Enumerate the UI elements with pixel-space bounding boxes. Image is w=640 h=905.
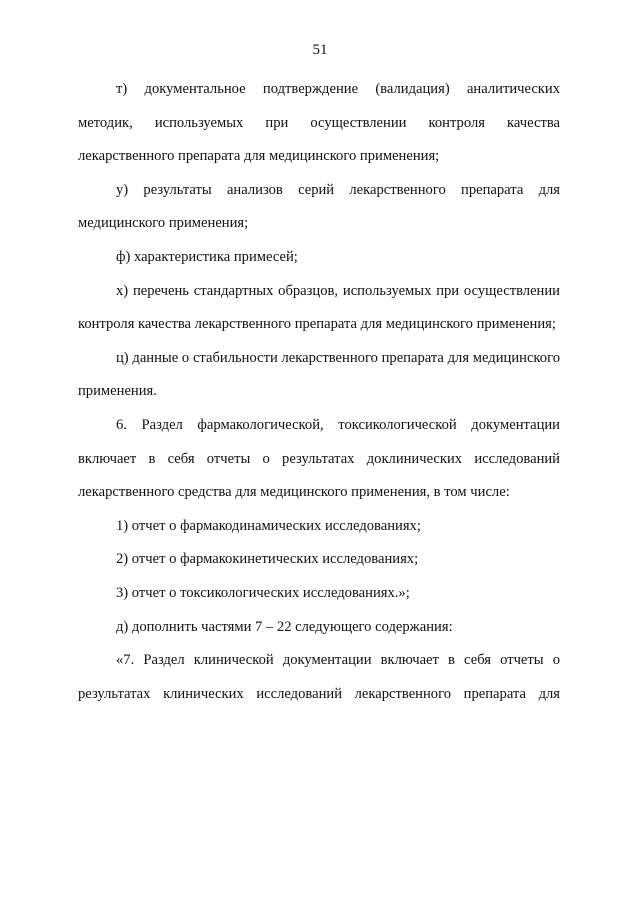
paragraph-stability: ц) данные о стабильности лекарственного препарата для медицинского применения. [78, 349, 560, 400]
paragraph-section-6: 6. Раздел фармакологической, токсикологической документации включает в себя отчеты о результатах доклинических исследований лекарственного средства для медицинского применения, в том числе: [78, 416, 560, 501]
paragraph-pharmacodynamics: 1) отчет о фармакодинамических исследованиях; [116, 517, 421, 534]
paragraph-toxicology: 3) отчет о токсикологических исследованиях.»; [116, 584, 410, 601]
page-number: 51 [312, 42, 328, 58]
paragraph-amendment-d: д) дополнить частями 7 – 22 следующего содержания: [116, 618, 453, 635]
document-body [78, 73, 560, 711]
paragraph-impurities: ф) характеристика примесей; [116, 248, 298, 265]
paragraph-section-7: «7. Раздел клинической документации включает в себя отчеты о результатах клинических исследований лекарственного препарата для [78, 652, 560, 702]
paragraph-validation: т) документальное подтверждение (валидация) аналитических методик, используемых при осуществлении контроля качества лекарственного препарата для медицинского применения; [78, 81, 560, 165]
paragraph-pharmacokinetics: 2) отчет о фармакокинетических исследованиях; [116, 551, 419, 568]
paragraph-reference-standards: х) перечень стандартных образцов, используемых при осуществлении контроля качества лекарственного препарата для медицинского применения; [78, 282, 560, 333]
paragraph-batch-results: у) результаты анализов серий лекарственного препарата для медицинского применения; [78, 181, 560, 232]
